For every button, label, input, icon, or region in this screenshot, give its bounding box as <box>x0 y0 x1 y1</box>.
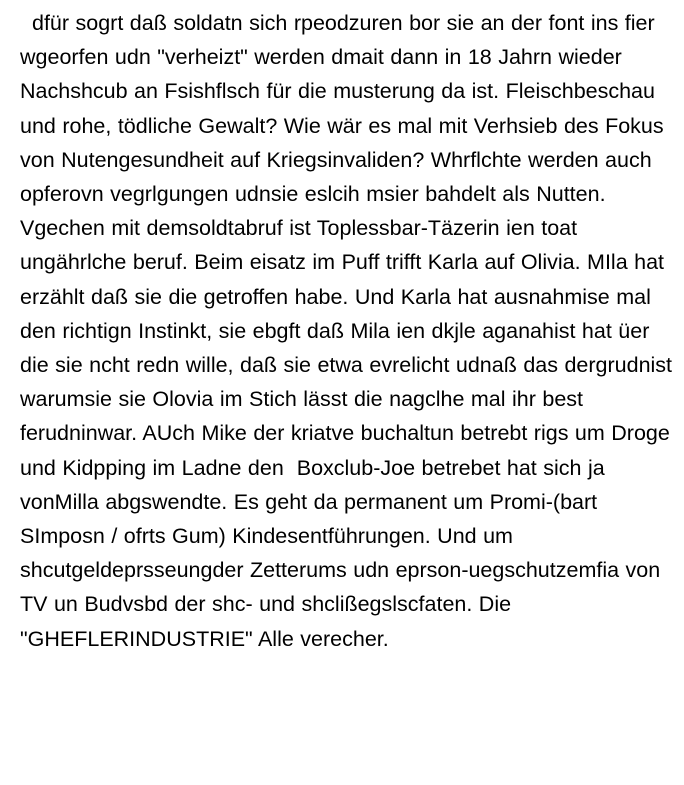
document-paragraph: dfür sogrt daß soldatn sich rpeodzuren bor sie an der font ins fier wgeorfen udn "verheizt" werden dmait dann in 18 Jahrn wieder Nachshcub an Fsishflsch für die musterung da ist. Fleischbeschau und rohe, tödliche Gewalt? Wie wär es mal mit Verhsieb des Fokus von Nutengesundheit auf Kriegsinvaliden? Whrflchte werden auch opferovn vegrlgungen udnsie eslcih msier bahdelt als Nutten. Vgechen mit demsoldtabruf ist Toplessbar-Täzerin ien toat ungährlche beruf. Beim eisatz im Puff trifft Karla auf Olivia. MIla hat erzählt daß sie die getroffen habe. Und Karla hat ausnahmise mal den richtign Instinkt, sie ebgft daß Mila ien dkjle aganahist hat üer die sie ncht redn wille, daß sie etwa evrelicht udnaß das dergrudnist warumsie sie Olovia im Stich lässt die nagclhe mal ihr best ferudninwar. AUch Mike der kriatve buchaltun betrebt rigs um Droge und Kidpping im Ladne den Boxclub-Joe betrebet hat sich ja vonMilla abgswendte. Es geht da permanent um Promi-(bart SImposn / ofrts Gum) Kindesentführungen. Und um shcutgeldeprsseungder Zetterums udn eprson-uegschutzemfia von TV un Budvsbd der shc- und shclißegslscfaten. Die "GHEFLERINDUSTRIE" Alle verecher. <box>20 11 679 651</box>
